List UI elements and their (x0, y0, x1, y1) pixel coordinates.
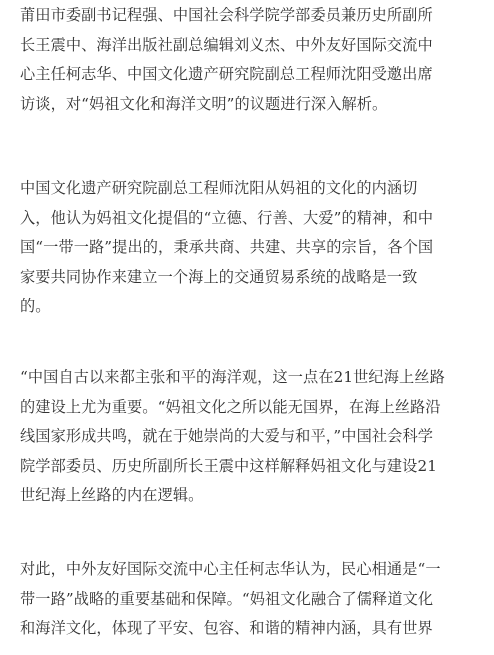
paragraph-wang-zhenzhong-quote: “中国自古以来都主张和平的海洋观，这一点在21世纪海上丝路 的建设上尤为重要。“妈祖文化之所以能无国界，在海上丝路沿 线国家形成共鸣，就在于她崇尚的大爱与和平，”中国社会科学 院学部委员、历史所副所长王震中这样解释妈祖文化与建设21 世纪海上丝路的内在逻辑。 (20, 368, 445, 504)
paragraph-ke-zhihua-view: 对此，中外友好国际交流中心主任柯志华认为，民心相通是“一 带一路”战略的重要基础和保障。“妈祖文化融合了儒释道文化 和海洋文化，体现了平安、包容、和谐的精神内涵，具有世界 (20, 560, 441, 637)
paragraph-interview-guests: 莆田市委副书记程强、中国社会科学院学部委员兼历史所副所 长王震中、海洋出版社副总编辑刘义杰、中外友好国际交流中 心主任柯志华、中国文化遗产研究院副总工程师沈阳受邀出席 访谈，对“妈祖文化和海洋文明”的议题进行深入解析。 (20, 6, 433, 113)
paragraph-shen-yang-view: 中国文化遗产研究院副总工程师沈阳从妈祖的文化的内涵切 入，他认为妈祖文化提倡的“立德、行善、大爱”的精神，和中 国“一带一路”提出的，秉承共商、共建、共享的宗旨，各个国 家要共同协作来建立一个海上的交通贸易系统的战略是一致 的。 (20, 179, 434, 315)
